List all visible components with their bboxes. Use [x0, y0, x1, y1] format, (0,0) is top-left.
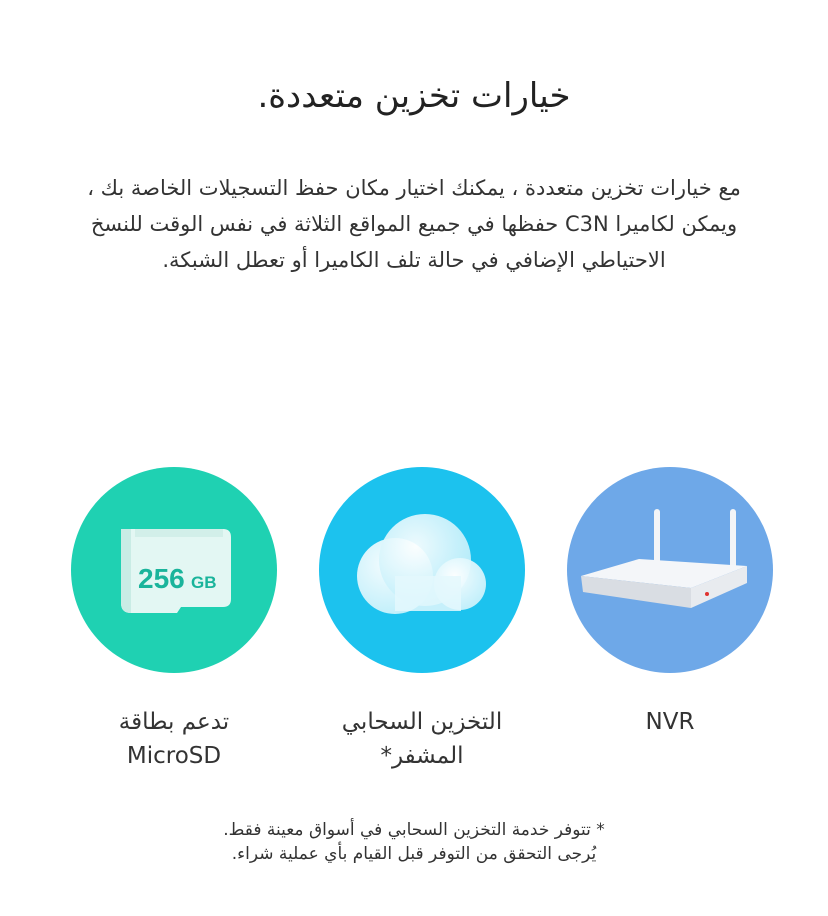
nvr-status-led: [705, 592, 709, 596]
nvr-label: NVR: [645, 709, 695, 735]
nvr-circle: [567, 467, 773, 673]
cloud-availability-footnote: * تتوفر خدمة التخزين السحابي في أسواق معينة فقط. يُرجى التحقق من التوفر قبل القيام بأي عملية شراء.: [223, 820, 605, 864]
sd-card-unit: GB: [191, 573, 217, 592]
sd-card-capacity: 256: [138, 563, 185, 594]
cloud-label: التخزين السحابي المشفر*: [341, 709, 503, 769]
page-title: خيارات تخزين متعددة.: [257, 76, 571, 116]
microsd-label: تدعم بطاقة MicroSD: [118, 709, 230, 769]
cloud-circle: [319, 467, 525, 673]
sd-card-edge: [121, 529, 131, 613]
nvr-option: [567, 467, 773, 739]
cloud-icon: [319, 467, 525, 673]
microsd-option: [71, 467, 277, 773]
feature-description: مع خيارات تخزين متعددة ، يمكنك اختيار مكان حفظ التسجيلات الخاصة بك ، ويمكن لكاميرا C3N حفظها في جميع المواقع الثلاثة في نفس الوقت للنسخ الاحتياطي الإضافي في حالة تلف الكاميرا أو تعطل الشبكة.: [87, 176, 741, 272]
microsd-circle: [71, 467, 277, 673]
antenna-right: [730, 509, 736, 569]
microsd-card-icon: [71, 467, 277, 673]
sd-card-stripe: [135, 529, 223, 537]
cloud-option: [319, 467, 525, 773]
nvr-router-icon: [567, 467, 773, 673]
